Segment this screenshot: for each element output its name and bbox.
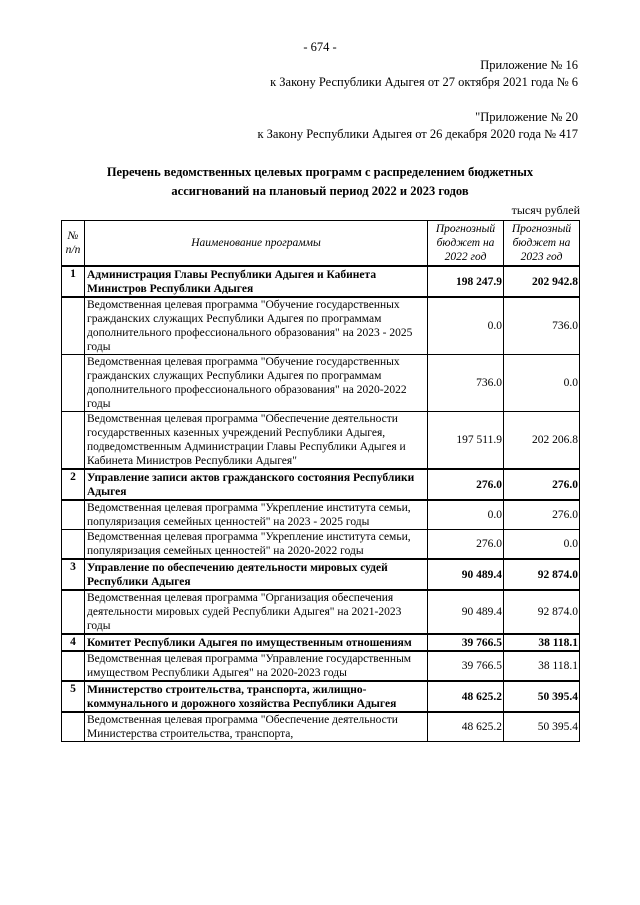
row-value-2022: 198 247.9 xyxy=(428,266,504,297)
row-index xyxy=(62,530,85,560)
row-value-2023: 0.0 xyxy=(504,530,580,560)
row-index: 3 xyxy=(62,559,85,590)
header-2023: Прогнозный бюджет на 2023 год xyxy=(504,221,580,267)
table-row xyxy=(62,530,580,560)
row-name: Министерство строительства, транспорта, жилищно-коммунального и дорожного хозяйства Республики Адыгея xyxy=(85,681,428,712)
row-value-2023: 276.0 xyxy=(504,469,580,500)
document-title xyxy=(60,163,580,201)
row-value-2022: 197 511.9 xyxy=(428,412,504,470)
table-row xyxy=(62,712,580,742)
table-row-major xyxy=(62,634,580,651)
row-value-2023: 50 395.4 xyxy=(504,712,580,742)
table-row-major xyxy=(62,266,580,297)
appendix-title: Приложение № 16 xyxy=(480,58,578,72)
row-value-2022: 0.0 xyxy=(428,297,504,355)
row-value-2022: 276.0 xyxy=(428,469,504,500)
row-index: 1 xyxy=(62,266,85,297)
row-value-2022: 90 489.4 xyxy=(428,559,504,590)
appendix-previous-title: "Приложение № 20 xyxy=(475,110,578,124)
row-name: Ведомственная целевая программа "Управление государственным имуществом Республики Адыгея" на 2020-2023 годы xyxy=(85,651,428,681)
row-value-2022: 736.0 xyxy=(428,355,504,412)
row-name: Администрация Главы Республики Адыгея и Кабинета Министров Республики Адыгея xyxy=(85,266,428,297)
table-row xyxy=(62,355,580,412)
row-index xyxy=(62,412,85,470)
table-row xyxy=(62,297,580,355)
table-row xyxy=(62,500,580,530)
row-value-2022: 39 766.5 xyxy=(428,634,504,651)
row-index xyxy=(62,712,85,742)
row-name: Комитет Республики Адыгея по имущественным отношениям xyxy=(85,634,428,651)
header-num: № п/п xyxy=(62,221,85,267)
row-index xyxy=(62,500,85,530)
row-index: 4 xyxy=(62,634,85,651)
programs-table xyxy=(61,220,580,742)
table-row-major xyxy=(62,681,580,712)
header-2022: Прогнозный бюджет на 2022 год xyxy=(428,221,504,267)
row-value-2023: 736.0 xyxy=(504,297,580,355)
row-value-2022: 39 766.5 xyxy=(428,651,504,681)
row-name: Ведомственная целевая программа "Организация обеспечения деятельности мировых судей Республики Адыгея" на 2021-2023 годы xyxy=(85,590,428,634)
row-index xyxy=(62,651,85,681)
row-value-2022: 0.0 xyxy=(428,500,504,530)
row-index xyxy=(62,297,85,355)
table-row-major xyxy=(62,559,580,590)
row-name: Ведомственная целевая программа "Укрепление института семьи, популяризация семейных ценностей" на 2020-2022 годы xyxy=(85,530,428,560)
row-index: 5 xyxy=(62,681,85,712)
row-value-2022: 90 489.4 xyxy=(428,590,504,634)
document-title-line-1: Перечень ведомственных целевых программ с распределением бюджетных xyxy=(106,165,534,179)
row-value-2022: 276.0 xyxy=(428,530,504,560)
row-name: Ведомственная целевая программа "Обучение государственных гражданских служащих Республики Адыгея по программам дополнительного профессионального образования" на 2020-2022 годы xyxy=(85,355,428,412)
appendix-previous-law-reference: к Закону Республики Адыгея от 26 декабря 2020 года № 417 xyxy=(257,127,578,141)
appendix-law-reference: к Закону Республики Адыгея от 27 октября 2021 года № 6 xyxy=(270,75,578,89)
row-name: Управление по обеспечению деятельности мировых судей Республики Адыгея xyxy=(85,559,428,590)
row-value-2023: 276.0 xyxy=(504,500,580,530)
table-header-row xyxy=(62,221,580,267)
row-value-2023: 50 395.4 xyxy=(504,681,580,712)
page-number: - 674 - xyxy=(303,40,337,54)
row-value-2023: 202 206.8 xyxy=(504,412,580,470)
row-value-2023: 38 118.1 xyxy=(504,634,580,651)
row-value-2022: 48 625.2 xyxy=(428,681,504,712)
table-row xyxy=(62,412,580,470)
header-name: Наименование программы xyxy=(85,221,428,267)
row-value-2023: 202 942.8 xyxy=(504,266,580,297)
units-label: тысяч рублей xyxy=(511,203,580,217)
row-index: 2 xyxy=(62,469,85,500)
table-row xyxy=(62,590,580,634)
table-body xyxy=(62,266,580,742)
row-value-2023: 92 874.0 xyxy=(504,590,580,634)
row-value-2023: 38 118.1 xyxy=(504,651,580,681)
table-row-major xyxy=(62,469,580,500)
row-index xyxy=(62,590,85,634)
row-name: Ведомственная целевая программа "Обучение государственных гражданских служащих Республики Адыгея по программам дополнительного профессионального образования" на 2023 - 2025 годы xyxy=(85,297,428,355)
table-row xyxy=(62,651,580,681)
row-value-2023: 0.0 xyxy=(504,355,580,412)
row-name: Ведомственная целевая программа "Укрепление института семьи, популяризация семейных ценностей" на 2023 - 2025 годы xyxy=(85,500,428,530)
row-value-2022: 48 625.2 xyxy=(428,712,504,742)
row-name: Ведомственная целевая программа "Обеспечение деятельности Министерства строительства, транспорта, xyxy=(85,712,428,742)
row-name: Управление записи актов гражданского состояния Республики Адыгея xyxy=(85,469,428,500)
row-name: Ведомственная целевая программа "Обеспечение деятельности государственных казенных учреждений Республики Адыгея, подведомственным Администрации Главы Республики Адыгея и Кабинета Министров Республики Адыгея" xyxy=(85,412,428,470)
document-title-line-2: ассигнований на плановый период 2022 и 2023 годов xyxy=(171,184,469,198)
row-index xyxy=(62,355,85,412)
row-value-2023: 92 874.0 xyxy=(504,559,580,590)
